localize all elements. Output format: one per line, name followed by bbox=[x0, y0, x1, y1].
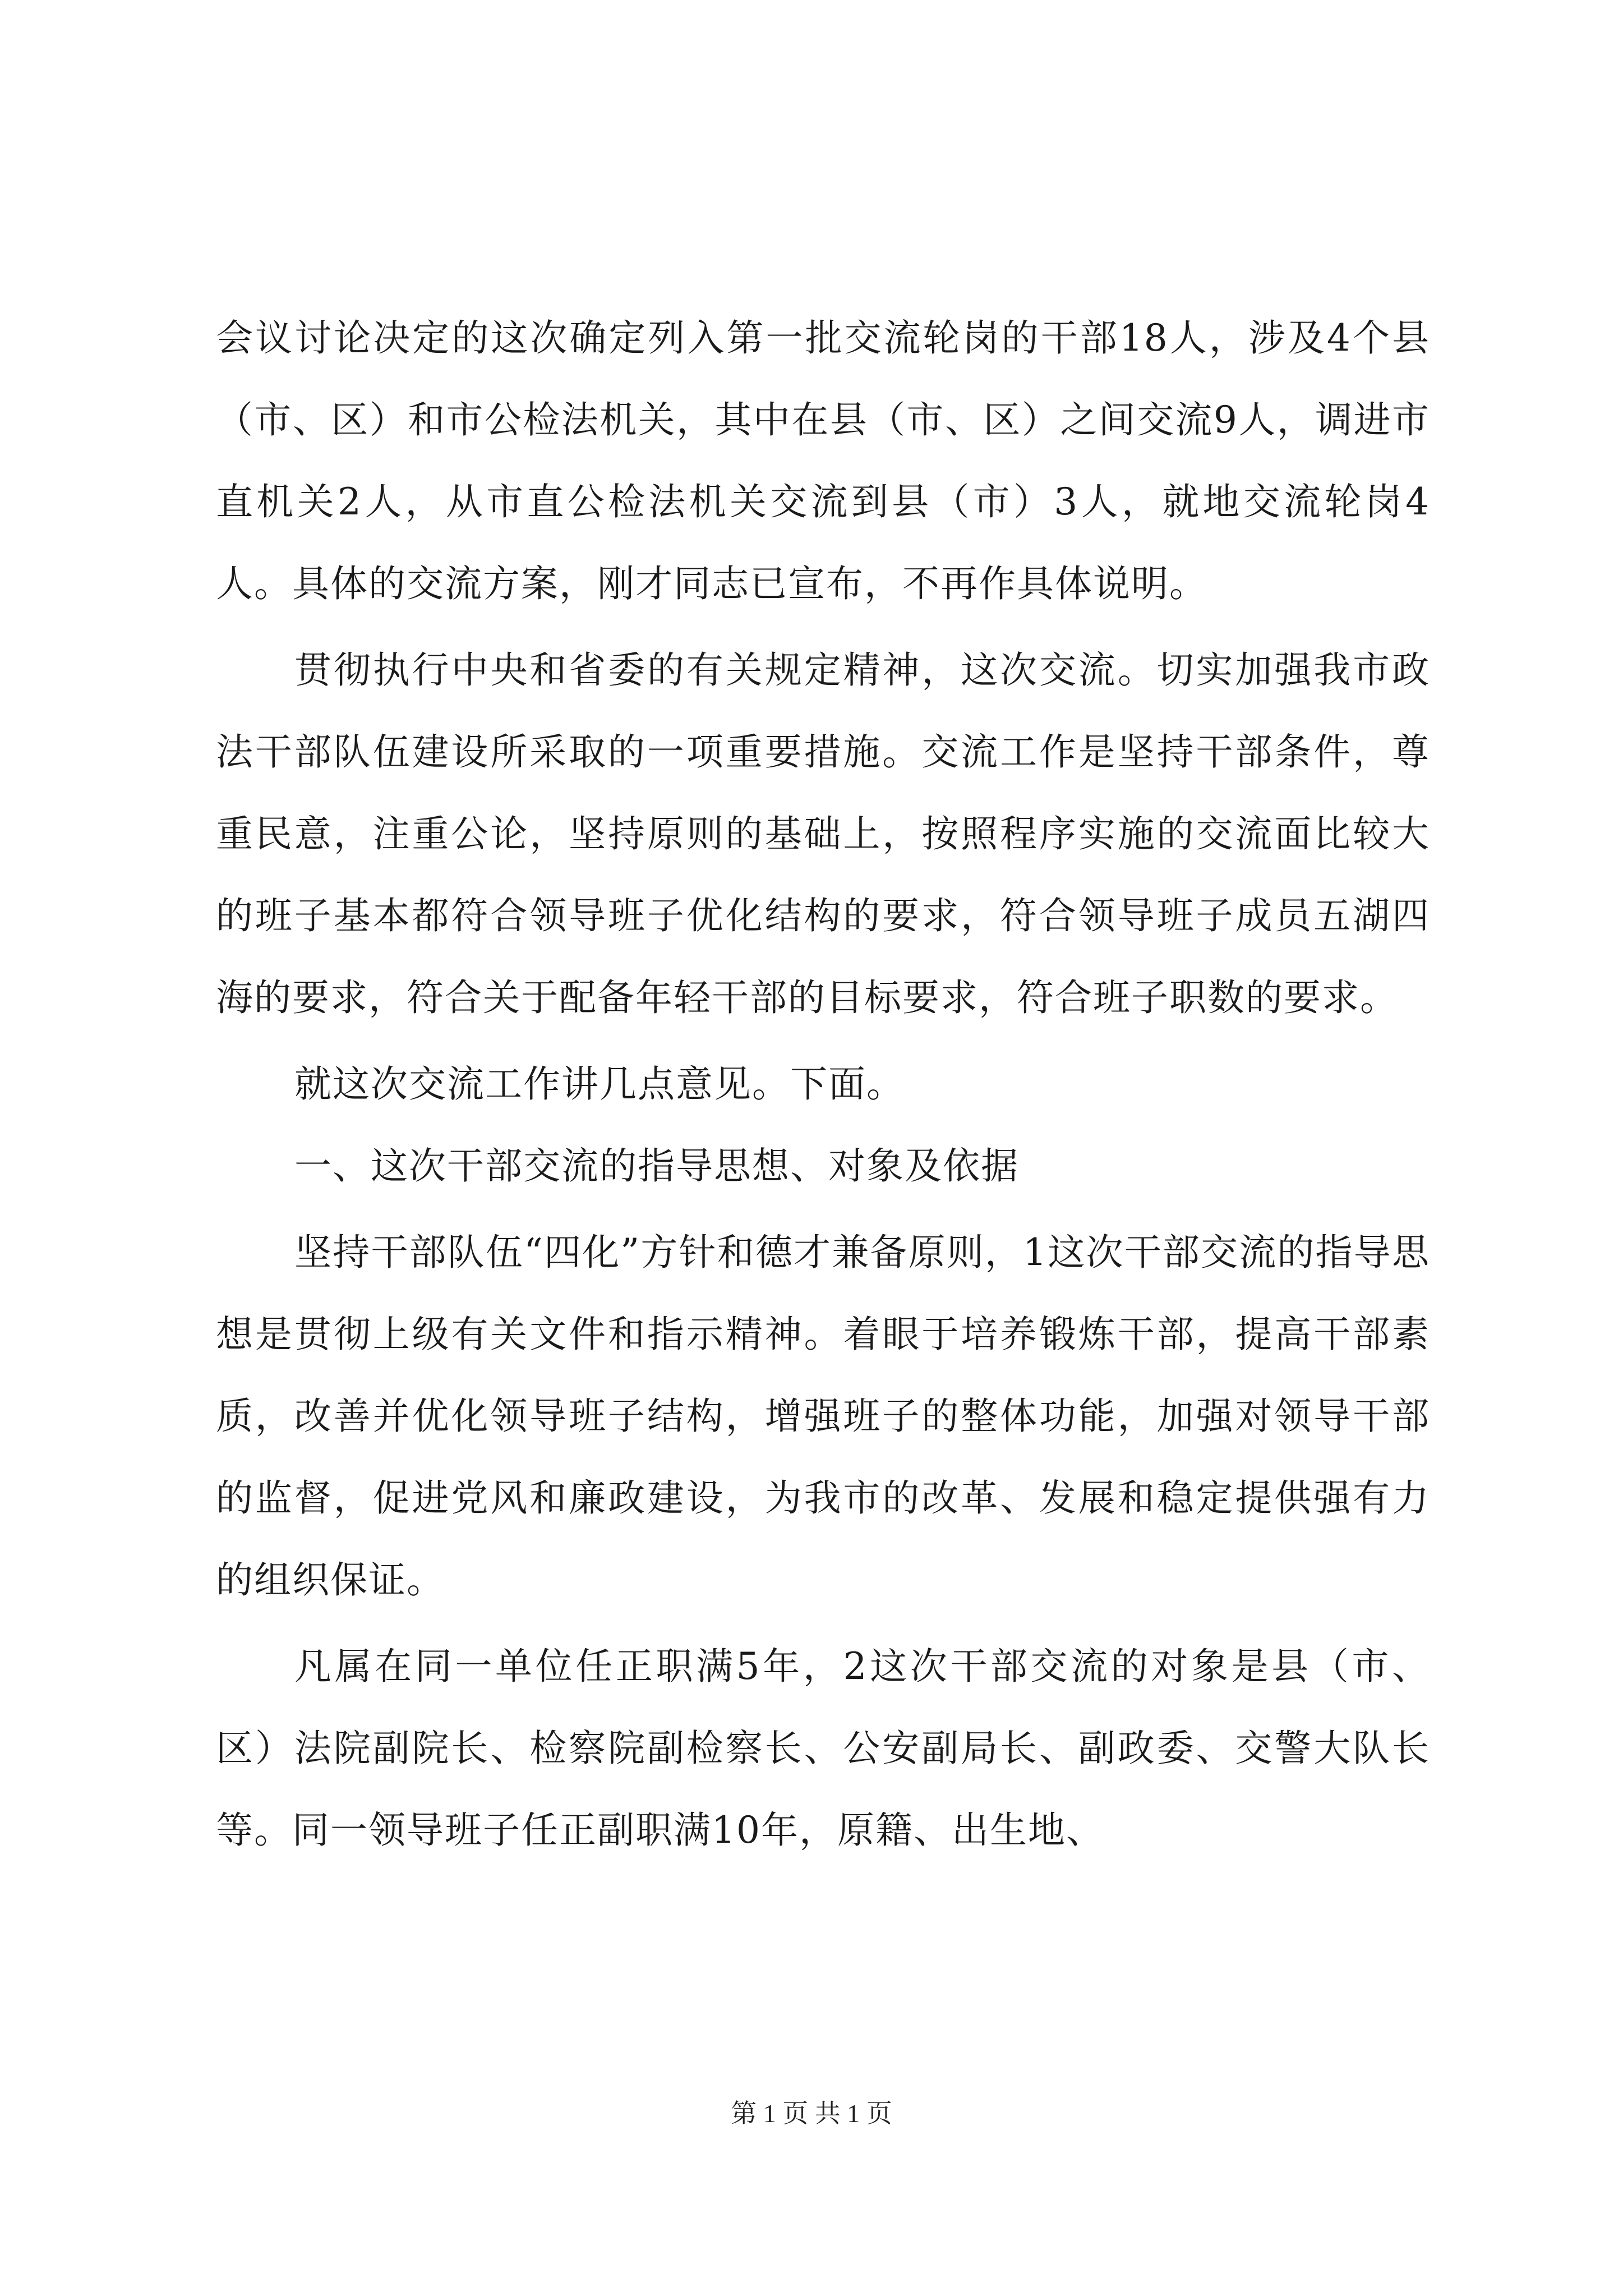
document-body bbox=[216, 297, 1430, 1871]
paragraph-1: 会议讨论决定的这次确定列入第一批交流轮岗的干部18人，涉及4个县（市、区）和市公检法机关，其中在县（市、区）之间交流9人，调进市直机关2人，从市直公检法机关交流到县（市）3人，就地交流轮岗4人。具体的交流方案，刚才同志已宣布，不再作具体说明。 bbox=[216, 316, 1430, 605]
paragraph-3: 就这次交流工作讲几点意见。下面。 bbox=[294, 1062, 905, 1106]
paragraph-2: 贯彻执行中央和省委的有关规定精神，这次交流。切实加强我市政法干部队伍建设所采取的一项重要措施。交流工作是坚持干部条件，尊重民意，注重公论，坚持原则的基础上，按照程序实施的交流面比较大的班子基本都符合领导班子优化结构的要求，符合领导班子成员五湖四海的要求，符合关于配备年轻干部的目标要求，符合班子职数的要求。 bbox=[216, 648, 1430, 1019]
page-number-footer: 第 1 页 共 1 页 bbox=[731, 2099, 892, 2128]
paragraph-5: 凡属在同一单位任正职满5年，2这次干部交流的对象是县（市、区）法院副院长、检察院副检察长、公安副局长、副政委、交警大队长等。同一领导班子任正副职满10年，原籍、出生地、 bbox=[216, 1645, 1430, 1852]
paragraph-4: 坚持干部队伍“四化”方针和德才兼备原则，1这次干部交流的指导思想是贯彻上级有关文件和指示精神。着眼于培养锻炼干部，提高干部素质，改善并优化领导班子结构，增强班子的整体功能，加强对领导干部的监督，促进党风和廉政建设，为我市的改革、发展和稳定提供强有力的组织保证。 bbox=[216, 1231, 1430, 1602]
section-heading-1: 一、这次干部交流的指导思想、对象及依据 bbox=[294, 1144, 1019, 1188]
